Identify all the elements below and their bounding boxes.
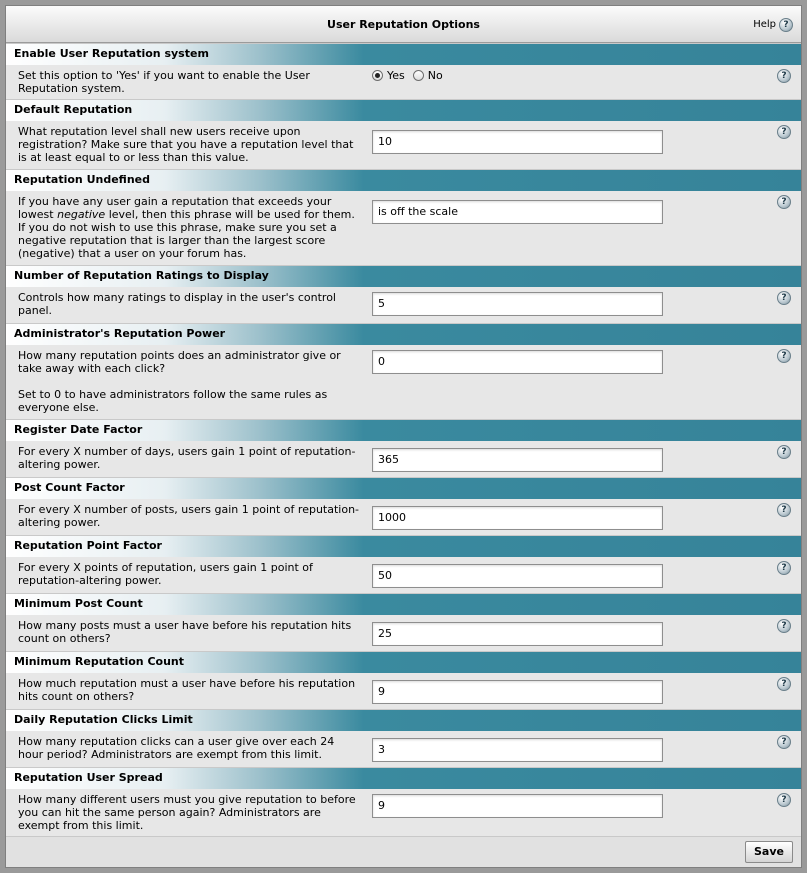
help-icon[interactable]: ?	[777, 793, 791, 807]
help-icon[interactable]: ?	[777, 291, 791, 305]
section-heading: Post Count Factor	[6, 477, 801, 499]
section-heading: Minimum Reputation Count	[6, 651, 801, 673]
reputation-point-factor-input[interactable]: 50	[372, 564, 663, 588]
admin-reputation-power-input[interactable]: 0	[372, 350, 663, 374]
description-text: Set to 0 to have administrators follow the same rules as everyone else.	[18, 388, 328, 414]
section-heading: Reputation User Spread	[6, 767, 801, 789]
description-text: level, then this phrase will be used for them. If you do not wish to use this phrase, make sure you set a negative reputation that is larger than the largest score (negative) that a user on your forum has.	[18, 208, 355, 260]
section-heading: Number of Reputation Ratings to Display	[6, 265, 801, 287]
description-emphasis: negative	[57, 208, 106, 221]
setting-row	[6, 65, 801, 99]
help-icon[interactable]: ?	[777, 677, 791, 691]
description-text: How many reputation points does an administrator give or take away with each click?	[18, 349, 341, 375]
description-text: How many different users must you give reputation to before you can hit the same person again? Administrators are exempt from this limit.	[18, 793, 356, 832]
setting-enable-reputation	[6, 43, 801, 99]
ratings-to-display-input[interactable]: 5	[372, 292, 663, 316]
section-heading: Daily Reputation Clicks Limit	[6, 709, 801, 731]
help-icon[interactable]: ?	[777, 125, 791, 139]
setting-row	[6, 557, 801, 593]
setting-row	[6, 499, 801, 535]
register-date-factor-input[interactable]: 365	[372, 448, 663, 472]
enable-reputation-radio-group[interactable]	[372, 69, 447, 82]
section-heading: Reputation Point Factor	[6, 535, 801, 557]
section-heading: Enable User Reputation system	[6, 43, 801, 65]
setting-description	[18, 619, 360, 645]
minimum-post-count-input[interactable]: 25	[372, 622, 663, 646]
help-icon[interactable]: ?	[777, 503, 791, 517]
setting-post-count-factor	[6, 477, 801, 535]
default-reputation-input[interactable]: 10	[372, 130, 663, 154]
help-icon[interactable]: ?	[777, 445, 791, 459]
panel-titlebar	[6, 6, 801, 43]
post-count-factor-input[interactable]: 1000	[372, 506, 663, 530]
radio-yes[interactable]	[372, 70, 383, 81]
description-text: What reputation level shall new users receive upon registration? Make sure that you have a reputation level that is at least equal to or less than this value.	[18, 125, 354, 164]
setting-register-date-factor	[6, 419, 801, 477]
setting-minimum-post-count	[6, 593, 801, 651]
help-icon[interactable]: ?	[779, 18, 793, 32]
setting-admin-reputation-power	[6, 323, 801, 419]
setting-description	[18, 445, 360, 471]
section-heading: Minimum Post Count	[6, 593, 801, 615]
setting-ratings-to-display	[6, 265, 801, 323]
radio-no[interactable]	[413, 70, 424, 81]
help-icon[interactable]: ?	[777, 561, 791, 575]
description-text: How many reputation clicks can a user give over each 24 hour period? Administrators are exempt from this limit.	[18, 735, 335, 761]
setting-row	[6, 345, 801, 419]
description-text: For every X number of days, users gain 1 point of reputation-altering power.	[18, 445, 356, 471]
setting-daily-clicks-limit	[6, 709, 801, 767]
setting-description	[18, 561, 360, 587]
setting-description	[18, 125, 360, 164]
description-text: For every X number of posts, users gain 1 point of reputation-altering power.	[18, 503, 360, 529]
setting-row	[6, 191, 801, 265]
setting-row	[6, 441, 801, 477]
setting-description	[18, 349, 360, 414]
setting-minimum-reputation-count	[6, 651, 801, 709]
reputation-undefined-input[interactable]: is off the scale	[372, 200, 663, 224]
setting-row	[6, 673, 801, 709]
reputation-options-panel	[5, 5, 802, 868]
reputation-user-spread-input[interactable]: 9	[372, 794, 663, 818]
setting-reputation-user-spread	[6, 767, 801, 837]
help-icon[interactable]: ?	[777, 349, 791, 363]
help-icon[interactable]: ?	[777, 195, 791, 209]
setting-reputation-undefined	[6, 169, 801, 265]
description-text: Controls how many ratings to display in the user's control panel.	[18, 291, 336, 317]
setting-row	[6, 615, 801, 651]
daily-clicks-limit-input[interactable]: 3	[372, 738, 663, 762]
setting-description	[18, 291, 360, 317]
setting-row	[6, 121, 801, 169]
minimum-reputation-count-input[interactable]: 9	[372, 680, 663, 704]
help-icon[interactable]: ?	[777, 735, 791, 749]
radio-yes-label[interactable]: Yes	[387, 69, 405, 82]
setting-description	[18, 69, 360, 95]
setting-row	[6, 287, 801, 323]
help-link[interactable]	[753, 6, 793, 43]
save-button[interactable]: Save	[745, 841, 793, 863]
setting-description	[18, 735, 360, 761]
settings-list	[6, 43, 801, 837]
section-heading: Register Date Factor	[6, 419, 801, 441]
help-icon[interactable]: ?	[777, 619, 791, 633]
setting-row	[6, 789, 801, 837]
setting-row	[6, 731, 801, 767]
radio-no-label[interactable]: No	[427, 69, 443, 82]
description-text: How much reputation must a user have before his reputation hits count on others?	[18, 677, 356, 703]
help-label[interactable]: Help	[753, 19, 776, 30]
setting-description	[18, 503, 360, 529]
help-icon[interactable]: ?	[777, 69, 791, 83]
section-heading: Default Reputation	[6, 99, 801, 121]
page-title: User Reputation Options	[327, 18, 480, 31]
setting-description	[18, 677, 360, 703]
setting-default-reputation	[6, 99, 801, 169]
description-text: For every X points of reputation, users gain 1 point of reputation-altering power.	[18, 561, 313, 587]
description-text: If you have any user gain a reputation that exceeds your lowest	[18, 195, 332, 221]
section-heading: Reputation Undefined	[6, 169, 801, 191]
section-heading: Administrator's Reputation Power	[6, 323, 801, 345]
setting-reputation-point-factor	[6, 535, 801, 593]
description-text: Set this option to 'Yes' if you want to enable the User Reputation system.	[18, 69, 310, 95]
description-text: How many posts must a user have before his reputation hits count on others?	[18, 619, 352, 645]
setting-description	[18, 793, 360, 832]
form-footer	[6, 836, 801, 867]
setting-description	[18, 195, 360, 260]
